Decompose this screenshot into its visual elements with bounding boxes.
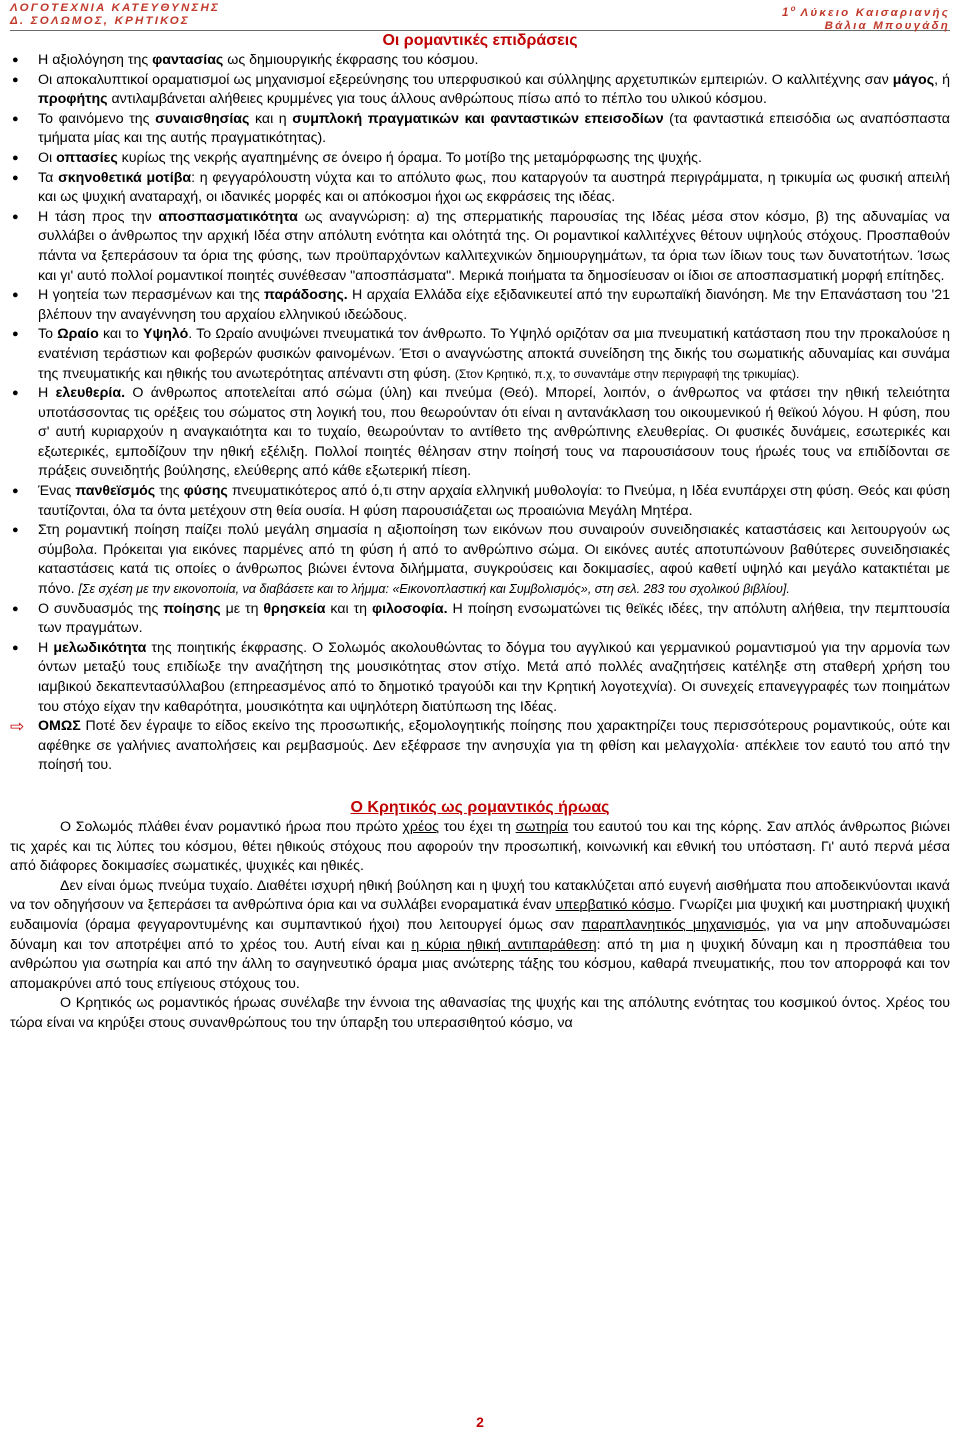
text: (τα φανταστικά επεισόδια ως αναπόσπαστα τμήματα μίας και της αυτής πραγματικότητας).: [38, 110, 950, 147]
strong-text: θρησκεία: [263, 600, 326, 617]
text: Ο άνθρωπος αποτελείται από σώμα (ύλη) και πνεύμα (Θεό). Μπορεί, λοιπόν, ο άνθρωπος να φτάσει την ηθική τελειότητα υποτάσσοντας τις ορέξεις του σώματος στη λογική του, που θεωρούνταν ότι είναι η αντανάκλαση του οικουμενικού ή θεϊκού λόγου. Η φύση, που σ' αυτή κυριαρχούν η αναγκαιότητα και το τυχαίο, θεωρούνταν το αντίθετο της ανθρώπινης ελευθερίας. Οι φυσικές δυνάμεις, εσωτερικές και εξωτερικές, εμποδίζουν την ηθική εξέλιξη. Πολλοί ποιητές θέλησαν στην ποίησή τους να παρουσιάσουν τους ήρωές τους να επιδίδονται σε πράξεις συνειδητής βούλησης, ελεύθερης από κάθε εξωτερική πίεση.: [38, 385, 950, 480]
note-text: (Στον Κρητικό, π.χ, το συναντάμε στην περιγραφή της τρικυμίας).: [454, 366, 800, 381]
header-author: Δ. ΣΟΛΩΜΟΣ, ΚΡΗΤΙΚΟΣ: [10, 15, 190, 27]
text: της: [155, 483, 184, 500]
text: Η αρχαία Ελλάδα είχε εξιδανικευτεί από την ευρωπαϊκή διανόηση. Με την Επανάσταση του '21 βλέπουν την αναγέννηση του αρχαίου ελληνικού ιδεώδους.: [38, 287, 950, 323]
text: , για να μην αποδυναμώσει δύναμη και τον αποτρέψει από το χρέος του. Αυτή είναι και: [10, 916, 950, 953]
text: Ο συνδυασμός της: [38, 600, 164, 617]
bullet-icon: ●: [12, 602, 19, 615]
list-item: [10, 51, 950, 71]
header-subject: ΛΟΓΟΤΕΧΝΙΑ ΚΑΤΕΥΘΥΝΣΗΣ: [10, 2, 220, 14]
text: Ο Κρητικός ως ρομαντικός ήρωας συνέλαβε την έννοια της αθανασίας της ψυχής και της απόλυτης ενότητας του κοσμικού όντος. Χρέος του τώρα είναι να κηρύξει στους συνανθρώπους του την ύπαρξη του υπερασιθητού κόσμο, να: [10, 995, 950, 1031]
list-item: [10, 149, 950, 169]
underlined-text: σωτηρία: [515, 818, 569, 835]
text: του έχει τη: [439, 818, 516, 835]
bullet-icon: ●: [12, 485, 19, 498]
underlined-text: χρέος: [402, 818, 439, 835]
section-title-romantic-influences: Οι ρομαντικές επιδράσεις: [382, 32, 578, 49]
text: : η φεγγαρόλουστη νύχτα και το απόλυτο φως, που καταργούν τα αυστηρά περιγράμματα, η τρικυμία ως φυσική απειλή και ως ψυχική αναταραχή, οι ιδανικές μορφές και οι απόκοσμοι ήχοι ως εκφράσεις της ιδέας.: [38, 169, 950, 206]
bullet-icon: ●: [12, 328, 19, 341]
text: Η αξιολόγηση της: [38, 52, 153, 68]
bullet-icon: ●: [12, 210, 19, 223]
underlined-text: η κύρια ηθική αντιπαράθεση: [411, 936, 597, 953]
text: Το: [38, 326, 58, 343]
text: ως αναγνώριση: α) της σπερματικής παρουσίας της Ιδέας μέσα στον κόσμο, β) της αδυναμίας να συλλάβει ο άνθρωπος την αρχική Ιδέα στην απόλυτη ενότητα και ολότητά της. Οι ρομαντικοί καλλιτέχνες θέτουν υψηλούς στόχους. Προσπαθούν πάντα να ξεπεράσουν τα όρια της φύσης, των προϋπαρχόντων καλλιτεχνικών δημιουργημάτων, τα όρια των ίδιων τους των δυνατοτήτων. Ίσως και γι' αυτό πολλοί ρομαντικοί ποιητές συνέθεσαν "αποσπάσματα". Μερικά ποιήματα τα δημοσίευσαν οι ίδιοι σε αποσπασματική μορφή επίτηδες.: [38, 208, 950, 284]
arrow-item: [10, 717, 950, 776]
text: Ένας: [38, 483, 76, 500]
list-item: [10, 639, 950, 717]
strong-text: αποσπασματικότητα: [158, 208, 298, 225]
header-school-name: Λύκειο Καισαριανής: [795, 6, 950, 19]
text: Δεν είναι όμως πνεύμα τυχαίο. Διαθέτει ισχυρή ηθική βούληση και η ψυχή του κατακλύζεται από ευγενή αισθήματα που αποδεικνύονται ικανά να τον οδηγήσουν να ξεπεράσει τα ανθρώπινα όρια και να συλλάβει ενοραματικά έναν: [10, 877, 950, 914]
arrow-right-icon: ⇨: [10, 717, 25, 737]
strong-text: ελευθερία.: [55, 385, 126, 402]
underlined-text: υπερβατικό κόσμο: [555, 897, 672, 914]
bullet-icon: ●: [12, 54, 19, 66]
strong-text: Ωραίο: [57, 326, 99, 343]
header-school-number: 1: [782, 6, 791, 19]
bullet-icon: ●: [12, 641, 19, 654]
text: Η: [38, 385, 56, 402]
text: πνευματικότερος από ό,τι στην αρχαία ελληνική μυθολογία: το Πνεύμα, η Ιδέα ενυπάρχει στη φύση. Θεός και φύση ταυτίζονται, όλα τα όντα μετέχουν στη θεία ουσία. Η φύση παρουσιάζεται ως προαιώνια Μεγάλη Μητέρα.: [38, 483, 950, 519]
text: Ο Σολωμός πλάθει έναν ρομαντικό ήρωα που πρώτο: [60, 818, 403, 835]
header-right: [782, 2, 950, 33]
text: και τη: [325, 600, 372, 617]
strong-text: συμπλοκή πραγματικών και φανταστικών επεισοδίων: [292, 110, 664, 127]
text: Η ποίηση ενσωματώνει τις θεϊκές ιδέες, την απόλυτη αλήθεια, την πεμπτουσία των πραγμάτων.: [38, 600, 950, 637]
strong-text: ποίησης: [163, 600, 221, 617]
page-content: [10, 31, 950, 1034]
text: της ποιητικής έκφρασης. Ο Σολωμός ακολουθώντας το δόγμα του αγγλικού και γερμανικού ρομαντισμού για την αρμονία των όντων μεταξύ τους επιδίωξε την αναζήτηση της μουσικότητας στον στίχο. Μετά από πολλές αναζητήσεις κατέληξε στη σταθερή χρήση του ιαμβικού δεκαπεντασύλλαβου (επηρεασμένος από το δημοτικό τραγούδι και την Κρητική λογοτεχνία). Οι συνεχείς επανεγγραφές των ποιημάτων του στόχο είχαν την καθαρότητα, μουσικότητα και υψηλότερη διατύπωση της Ιδέας.: [38, 639, 950, 715]
text: , ή: [934, 71, 950, 88]
list-item: [10, 110, 950, 149]
text: Τα: [38, 169, 59, 186]
list-item: [10, 482, 950, 521]
bullet-icon: ●: [12, 171, 19, 184]
header-teacher: Βάλια Μπουγάδη: [824, 19, 950, 32]
strong-text: προφήτης: [38, 91, 108, 108]
list-item: [10, 208, 950, 286]
bullet-icon: ●: [12, 524, 19, 537]
list-item: [10, 384, 950, 482]
text: Ποτέ δεν έγραψε το είδος εκείνο της προσωπικής, εξομολογητικής ποίησης που χαρακτηρίζει τους περισσότερους ρομαντικούς, ούτε και αφέθηκε σε γαλήνιες αναπολήσεις και ρεμβασμούς. Δεν εξέφρασε την ανησυχία για τη φθίση και μελαγχολία· απέκλειε τον εαυτό του από την ποίησή του.: [38, 718, 950, 774]
header-school-ordinal: ο: [790, 4, 796, 13]
strong-text: μάγος: [892, 71, 935, 88]
header-left: [10, 2, 220, 28]
strong-text: συναισθησίας: [155, 110, 250, 127]
text: και το: [98, 326, 144, 343]
section-title-romantic-hero: Ο Κρητικός ως ρομαντικός ήρωας: [350, 798, 610, 816]
page-number: 2: [476, 1414, 484, 1430]
text: και η: [249, 110, 293, 127]
list-item: [10, 325, 950, 384]
strong-text: παράδοσης.: [263, 287, 348, 304]
text: ως δημιουργικής έκφρασης του κόσμου.: [223, 52, 479, 68]
text: Η γοητεία των περασμένων και της: [38, 287, 264, 304]
paragraph: [10, 994, 950, 1033]
text: Στη ρομαντική ποίηση παίζει πολύ μεγάλη σημασία η αξιοποίηση των εικόνων που συναιρούν συνειδησιακές καταστάσεις και λειτουργούν ως σύμβολα. Πρόκειται για εικόνες παρμένες από τη φύση ή από το ανθρώπινο σώμα. Οι εικόνες αυτές αποτυπώνουν βαθύτερες συνειδησιακές καταστάσεις κατά τις οποίες ο άνθρωπος βιώνει έντονα διλήμματα, συγκρούσεις και δοκιμασίες, αφού καθετί υψηλό και μεγάλο κατακτιέται με πόνο.: [38, 522, 950, 598]
list-item: [10, 169, 950, 208]
text: . Το Ωραίο ανυψώνει πνευματικά τον άνθρωπο. Το Υψηλό οριζόταν σα μια πνευματική κατάσταση που την προκαλούσε η ενατένιση τεράστιων και φοβερών φυσικών φαινομένων. Έτσι ο αναγνώστης αποκτά συνείδηση της δικής του σωματικής αδυναμίας και συνάμα της πνευματικής και ηθικής του ανωτερότητας απέναντι στη φύση.: [38, 326, 950, 382]
strong-text: φύσης: [183, 483, 228, 500]
running-header: [10, 0, 950, 31]
paragraph: [10, 877, 950, 995]
text: Η: [38, 639, 54, 656]
list-item: [10, 600, 950, 639]
text: Οι: [38, 149, 57, 166]
strong-text: πανθεϊσμός: [75, 483, 156, 500]
text: Το φαινόμενο της: [38, 110, 156, 127]
bullet-icon: ●: [12, 112, 19, 125]
list-item: [10, 521, 950, 599]
text: . Γνωρίζει μια ψυχική και μυστηριακή ψυχική ευδαιμονία (όραμα φεγγαροντυμένης και συμπαντικού ήχοι) που λειτουργεί όμως σαν: [10, 897, 951, 933]
text: Η τάση προς την: [38, 208, 159, 225]
strong-text: φιλοσοφία.: [371, 600, 448, 617]
note-text: [Σε σχέση με την εικονοποιία, να διαβάσετε και το λήμμα: «Εικονοπλαστική και Συμβολισμός», στη σελ. 283 του σχολικού βιβλίου].: [78, 582, 790, 597]
influences-list: [10, 51, 950, 776]
bullet-icon: ●: [12, 151, 19, 164]
list-item: [10, 286, 950, 325]
text: αντιλαμβάνεται αλήθειες κρυμμένες για τους άλλους ανθρώπους πίσω από το πέπλο του υλικού κόσμου.: [107, 91, 767, 108]
strong-text: μελωδικότητα: [53, 639, 147, 656]
text: του εαυτού του και της κόρης. Σαν απλός άνθρωπος βιώνει τις χαρές και τις λύπες του κόσμου, θέτει ηθικούς στόχους που αφορούν την προσωπική, κοινωνική και εθνική του υπόσταση. Γι' αυτό περνά μέσα από διάφορες δοκιμασίες σωματικές, ψυχικές και ηθικές.: [10, 818, 950, 875]
text: : από τη μια η ψυχική δύναμη και η προσπάθεια του ανθρώπου για σωτηρία και από την άλλη το σαγηνευτικό όραμα μιας ανώτερης τάξης του κόσμου, καθαρά πνευματικής, που τον απορροφά και τον απομακρύνει από τους επίγειους στόχους του.: [10, 936, 950, 992]
text: με τη: [220, 600, 264, 617]
strong-text: σκηνοθετικά μοτίβα: [58, 169, 192, 186]
strong-text: ΟΜΩΣ: [38, 718, 81, 735]
paragraph: [10, 818, 950, 877]
strong-text: φαντασίας: [152, 52, 224, 68]
bullet-icon: ●: [12, 387, 19, 400]
header-school: [782, 2, 950, 20]
bullet-icon: ●: [12, 73, 19, 86]
underlined-text: παραπλανητικός μηχανισμός: [581, 916, 767, 933]
bullet-icon: ●: [12, 289, 19, 302]
strong-text: οπτασίες: [56, 149, 118, 166]
strong-text: Υψηλό: [143, 326, 189, 343]
text: Οι αποκαλυπτικοί οραματισμοί ως μηχανισμοί εξερεύνησης του υπερφυσικού και σύλληψης αρχετυπικών εμπειριών. Ο καλλιτέχνης σαν: [38, 71, 893, 88]
list-item: [10, 71, 950, 110]
text: κυρίως της νεκρής αγαπημένης σε όνειρο ή όραμα. Το μοτίβο της μεταμόρφωσης της ψυχής.: [117, 149, 702, 166]
